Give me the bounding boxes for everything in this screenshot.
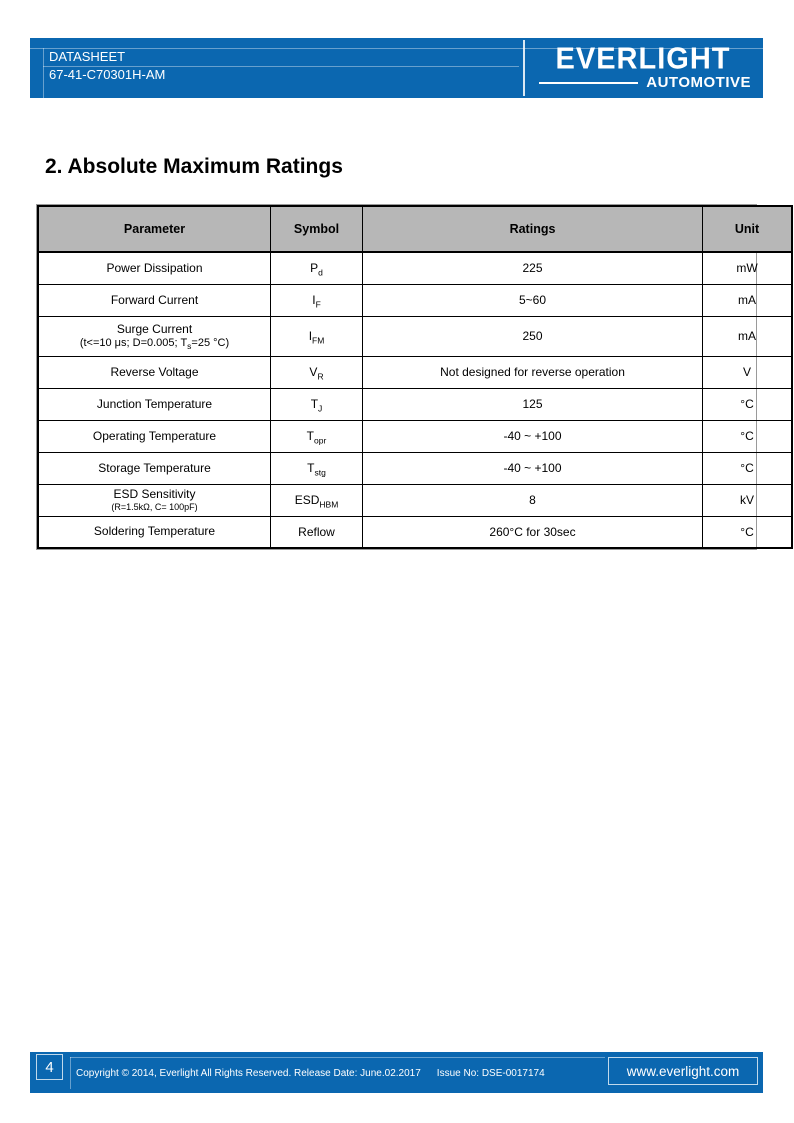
col-header-symbol: Symbol (271, 206, 363, 252)
copyright-statement: Copyright © 2014, Everlight All Rights Reserved. Release Date: June.02.2017 (76, 1068, 421, 1079)
parameter-name: Storage Temperature (98, 460, 211, 475)
rating-cell: -40 ~ +100 (363, 452, 703, 484)
everlight-logo (523, 40, 759, 96)
rating-cell: Not designed for reverse operation (363, 356, 703, 388)
parameter-name: Power Dissipation (106, 260, 203, 275)
parameter-cell (38, 316, 271, 356)
unit-cell: mA (703, 284, 793, 316)
parameter-cell (38, 284, 271, 316)
symbol-cell: $T_{opr}$ (271, 420, 363, 452)
doc-type-label: DATASHEET (49, 49, 126, 64)
unit-cell: °C (703, 452, 793, 484)
rating-cell: 8 (363, 484, 703, 516)
issue-number: Issue No: DSE-0017174 (436, 1068, 545, 1079)
parameter-cell (38, 356, 271, 388)
absolute-maximum-ratings-table (36, 204, 760, 550)
rating-cell: 225 (363, 252, 703, 284)
unit-cell: °C (703, 516, 793, 548)
col-header-parameter: Parameter (38, 206, 271, 252)
website-box (608, 1057, 758, 1085)
page-header (30, 38, 763, 98)
logo-division-row (535, 74, 751, 91)
symbol-cell: $T_{stg}$ (271, 452, 363, 484)
symbol-cell: Reflow (271, 516, 363, 548)
rating-cell: 260°C for 30sec (363, 516, 703, 548)
parameter-cell (38, 252, 271, 284)
unit-cell: °C (703, 388, 793, 420)
parameter-cell (38, 452, 271, 484)
rating-cell: -40 ~ +100 (363, 420, 703, 452)
page-footer (30, 1052, 763, 1093)
parameter-name: Surge Current (116, 322, 193, 336)
col-header-ratings: Ratings (363, 206, 703, 252)
page-number: 4 (45, 1058, 54, 1076)
parameter-cell (38, 516, 271, 548)
table-row-forward-current (38, 284, 792, 316)
parameter-name: Forward Current (110, 292, 199, 307)
parameter-name: Junction Temperature (96, 396, 213, 411)
table-row-reverse-voltage (38, 356, 792, 388)
parameter-name: Reverse Voltage (110, 364, 199, 379)
table-row-power-dissipation (38, 252, 792, 284)
unit-cell: kV (703, 484, 793, 516)
part-number: 67-41-C70301H-AM (49, 67, 166, 82)
table-row-junction-temperature (38, 388, 792, 420)
section-title-text: Absolute Maximum Ratings (67, 155, 343, 178)
rating-cell: 250 (363, 316, 703, 356)
unit-cell: °C (703, 420, 793, 452)
copyright-text (76, 1058, 601, 1089)
table-header-row (38, 206, 792, 252)
parameter-name: Operating Temperature (92, 428, 217, 443)
header-vertical-line (43, 48, 44, 98)
page-number-box (36, 1054, 63, 1080)
unit-cell: mA (703, 316, 793, 356)
logo-rule-line (539, 82, 638, 84)
parameter-conditions: (t<=10 μs; D=0.005; $T_s=25$ °C) (79, 337, 230, 352)
rating-cell: 125 (363, 388, 703, 420)
website-link[interactable]: www.everlight.com (626, 1063, 740, 1079)
unit-cell: mW (703, 252, 793, 284)
table-row-operating-temperature (38, 420, 792, 452)
symbol-cell: $T_J$ (271, 388, 363, 420)
parameter-cell (38, 484, 271, 516)
parameter-conditions: (R=1.5kΩ, C= 100pF) (111, 502, 198, 512)
symbol-cell: $P_d$ (271, 252, 363, 284)
col-header-unit: Unit (703, 206, 793, 252)
symbol-cell: $I_{FM}$ (271, 316, 363, 356)
rating-cell: 5~60 (363, 284, 703, 316)
parameter-name: ESD Sensitivity (113, 487, 196, 501)
section-number: 2. (45, 155, 63, 178)
table-row-soldering-temperature (38, 516, 792, 548)
parameter-cell (38, 388, 271, 420)
symbol-cell: $V_R$ (271, 356, 363, 388)
logo-division-text: AUTOMOTIVE (646, 74, 751, 91)
symbol-cell: $ESD_{HBM}$ (271, 484, 363, 516)
table-row-esd-sensitivity (38, 484, 792, 516)
parameter-cell (38, 420, 271, 452)
unit-cell: V (703, 356, 793, 388)
parameter-name: Soldering Temperature (93, 524, 216, 539)
logo-brand-text: EVERLIGHT (555, 42, 731, 76)
table-row-surge-current (38, 316, 792, 356)
table-row-storage-temperature (38, 452, 792, 484)
footer-vertical-line (70, 1057, 71, 1089)
symbol-cell: $I_F$ (271, 284, 363, 316)
section-title (45, 154, 343, 180)
